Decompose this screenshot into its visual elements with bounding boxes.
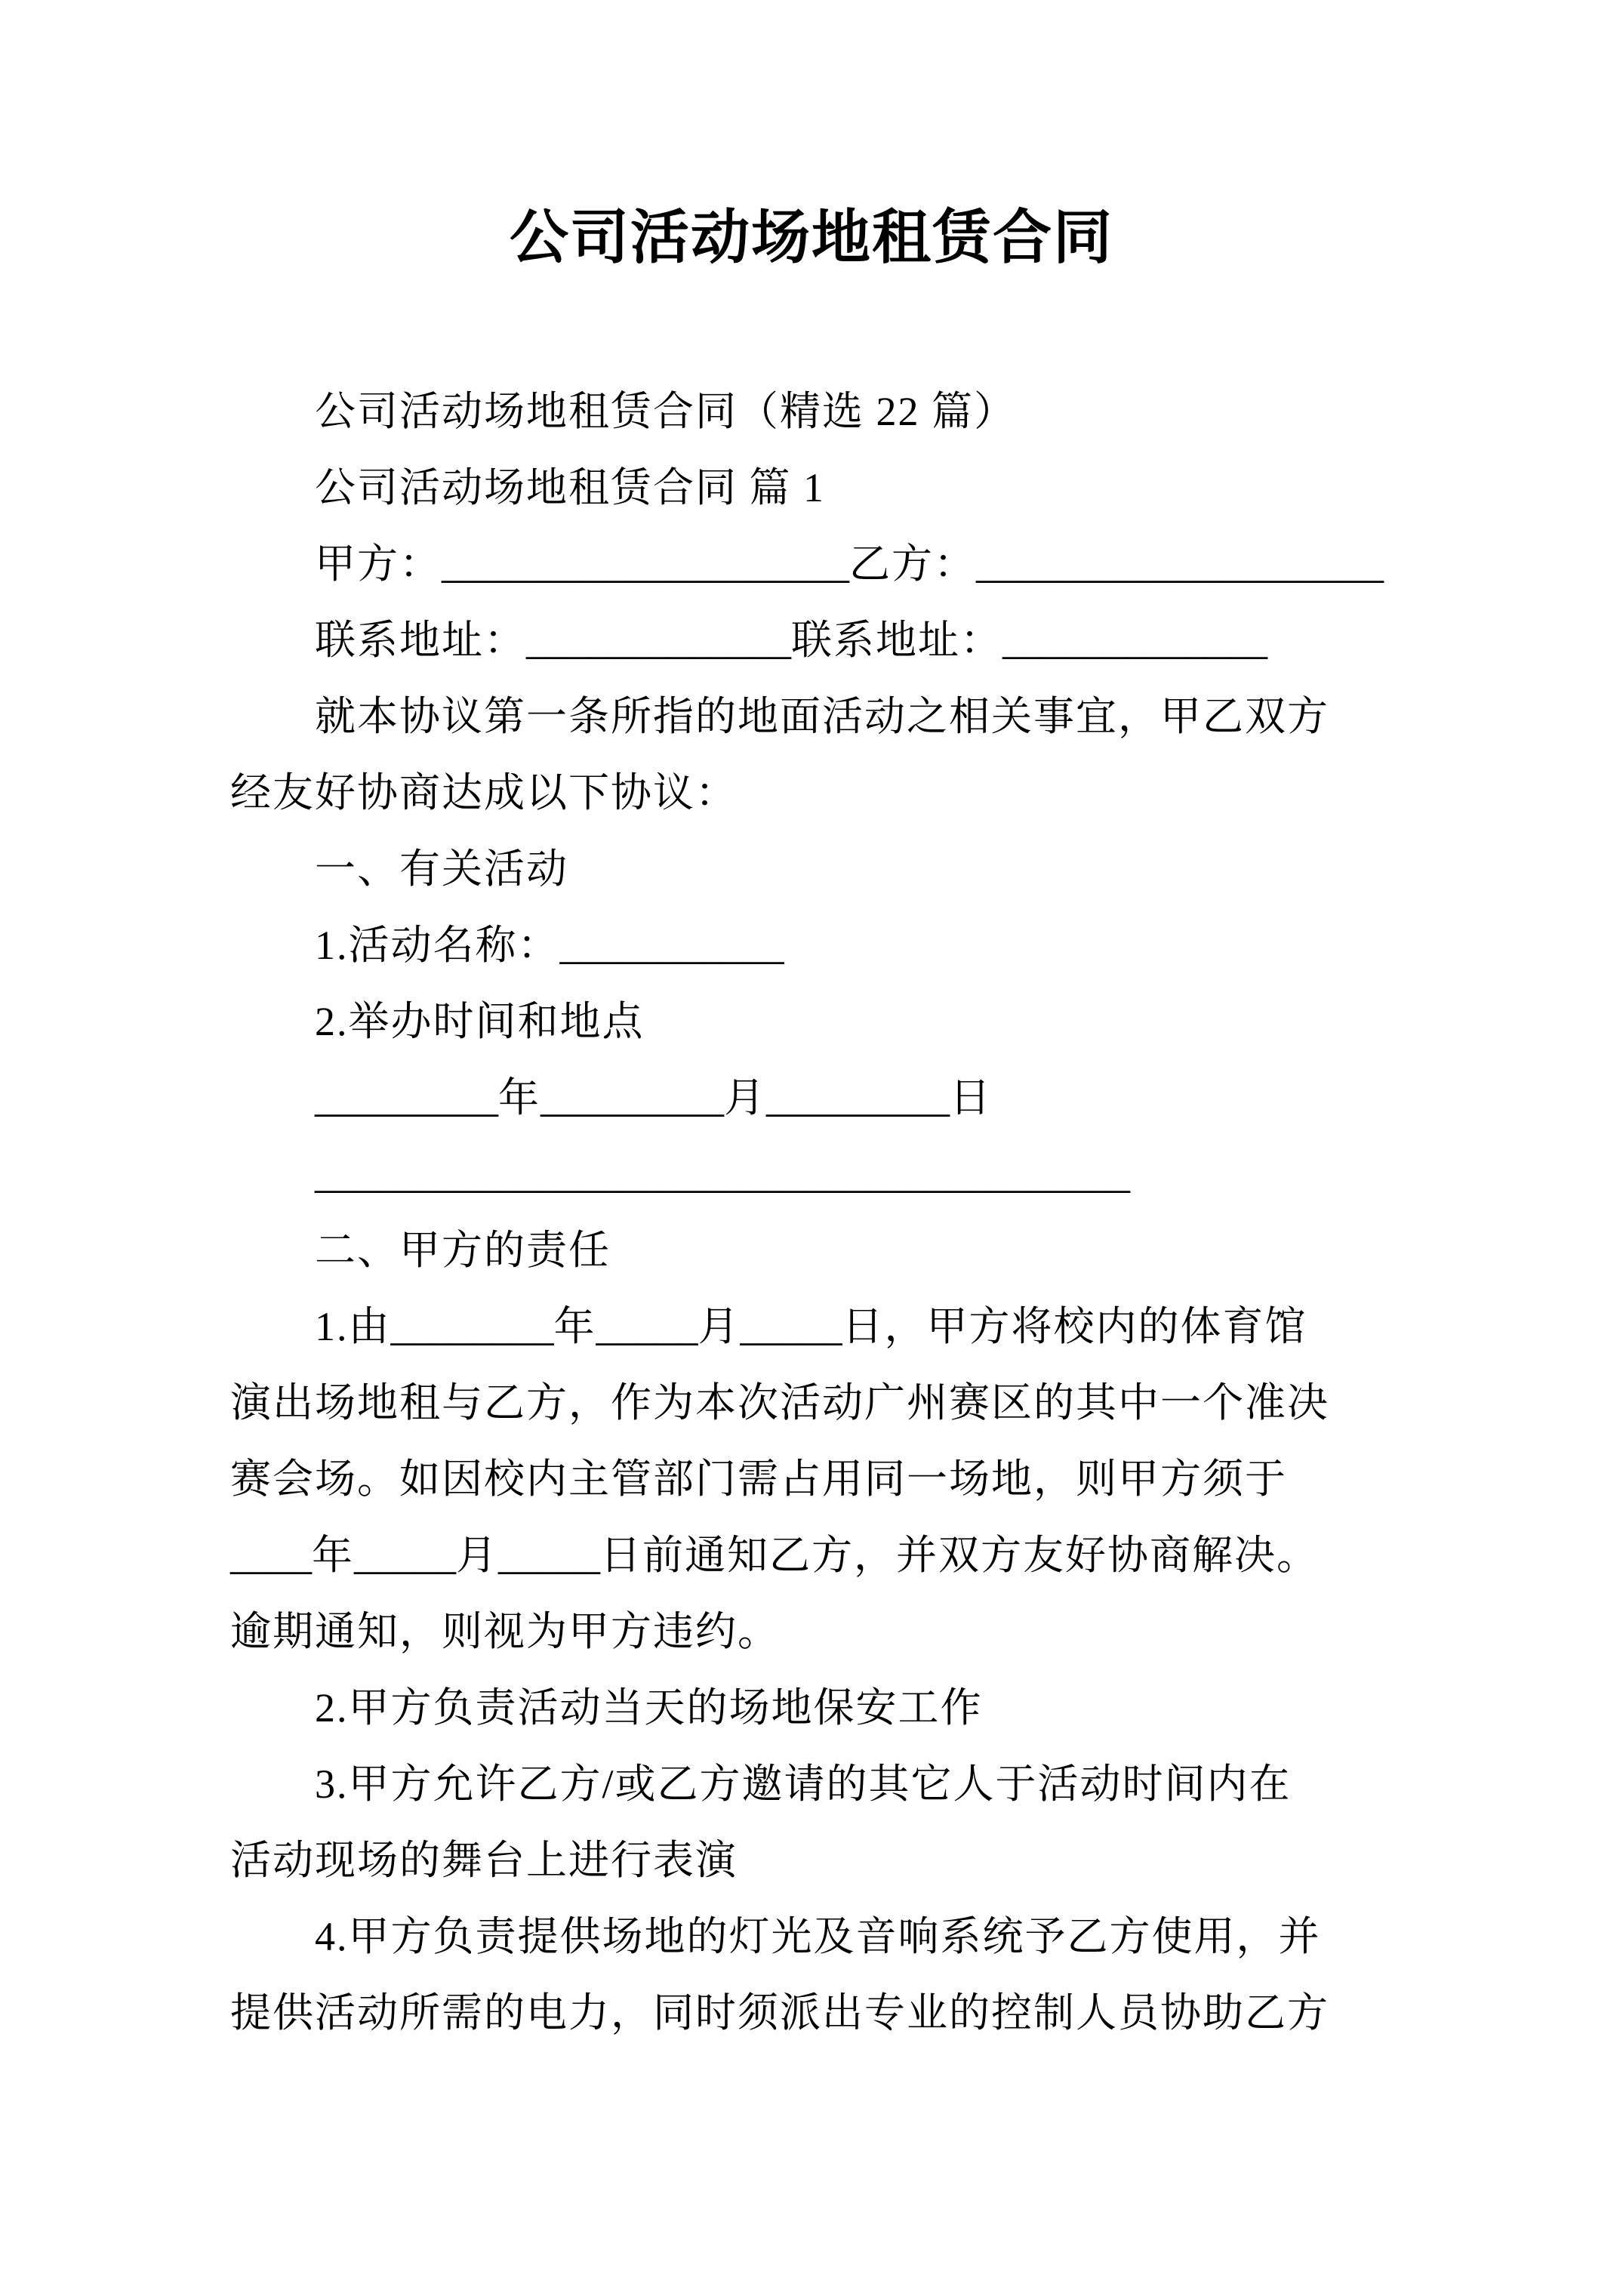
blank-underline: _____________ bbox=[526, 618, 791, 663]
document-line: 二、甲方的责任 bbox=[315, 1228, 611, 1273]
document-line: ____年_____月_____日前通知乙方，并双方友好协商解决。 bbox=[230, 1533, 1319, 1578]
document-line: 就本协议第一条所指的地面活动之相关事宜，甲乙双方 bbox=[315, 694, 1329, 739]
document-line: 联系地址：_____________联系地址：_____________ bbox=[315, 618, 1267, 663]
blank-underline: _____________ bbox=[1002, 618, 1267, 663]
blank-underline: ________ bbox=[390, 1304, 554, 1349]
document-line: 1.活动名称：___________ bbox=[315, 923, 784, 968]
document-line: 甲方：____________________乙方：____________________ bbox=[315, 541, 1384, 587]
document-line: 逾期通知，则视为甲方违约。 bbox=[230, 1609, 780, 1654]
blank-underline: _________ bbox=[315, 1075, 498, 1120]
blank-underline: _____ bbox=[596, 1304, 698, 1349]
blank-underline: _____ bbox=[354, 1533, 456, 1578]
document-line: 1.由________年_____月_____日，甲方将校内的体育馆 bbox=[315, 1304, 1307, 1349]
document-line bbox=[230, 1136, 1510, 1213]
document-title: 公司活动场地租赁合同 bbox=[509, 205, 1113, 270]
blank-underline: ________________________________________ bbox=[315, 1151, 1130, 1197]
document-line: 一、有关活动 bbox=[315, 846, 568, 892]
blank-underline: ____ bbox=[230, 1533, 312, 1578]
blank-underline: _________ bbox=[766, 1075, 950, 1120]
document-line: _________年_________月_________日 bbox=[315, 1075, 992, 1120]
blank-underline: _____ bbox=[498, 1533, 600, 1578]
document-line: 活动现场的舞台上进行表演 bbox=[230, 1838, 738, 1883]
contract-body bbox=[0, 374, 1623, 2051]
blank-underline: ____________________ bbox=[976, 541, 1384, 587]
document-line: 2.举办时间和地点 bbox=[315, 999, 645, 1044]
blank-underline: _____ bbox=[740, 1304, 842, 1349]
blank-underline: _________ bbox=[540, 1075, 724, 1120]
document-line: 提供活动所需的电力，同时须派出专业的控制人员协助乙方 bbox=[230, 1990, 1329, 2036]
document-line: 3.甲方允许乙方/或乙方邀请的其它人于活动时间内在 bbox=[315, 1761, 1292, 1807]
document-line: 演出场地租与乙方，作为本次活动广州赛区的其中一个准决 bbox=[230, 1380, 1329, 1425]
blank-underline: ____________________ bbox=[442, 541, 849, 587]
document-line: 公司活动场地租赁合同 篇 1 bbox=[315, 465, 825, 510]
document-line: 赛会场。如因校内主管部门需占用同一场地，则甲方须于 bbox=[230, 1456, 1287, 1502]
document-line: 4.甲方负责提供场地的灯光及音响系统予乙方使用，并 bbox=[315, 1914, 1321, 1959]
document-line: 2.甲方负责活动当天的场地保安工作 bbox=[315, 1685, 983, 1730]
blank-underline: ___________ bbox=[559, 923, 784, 968]
document-line: 公司活动场地租赁合同（精选 22 篇） bbox=[315, 389, 1016, 434]
document-line: 经友好协商达成以下协议： bbox=[230, 770, 738, 815]
